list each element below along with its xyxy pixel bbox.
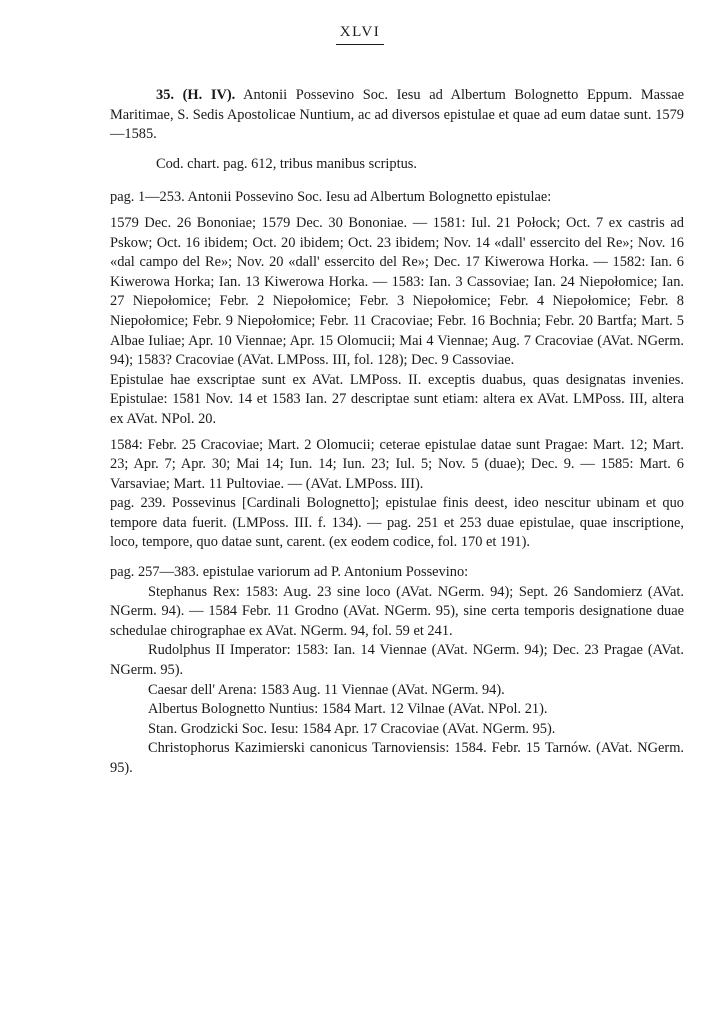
- document-body: [110, 86, 684, 779]
- page-number: XLVI: [336, 24, 384, 45]
- correspondent-grodzicki: Stan. Grodzicki Soc. Iesu: 1584 Apr. 17 Cracoviae (AVat. NGerm. 95).: [148, 720, 556, 737]
- correspondent-stephanus: Stephanus Rex: 1583: Aug. 23 sine loco (AVat. NGerm. 94); Sept. 26 Sandomierz (AVat. NGerm. 94). — 1584 Febr. 11 Grodno (AVat. NGerm. 95), sine certa temporis designatione duae schedulae chirographae ex AVat. NGerm. 94, fol. 59 et 241.: [110, 583, 684, 639]
- section-pag-257-383: pag. 257—383. epistulae variorum ad P. Antonium Possevino:: [110, 564, 469, 581]
- page-header: [0, 24, 720, 45]
- section-pag-239: pag. 239. Possevinus [Cardinali Bolognetto]; epistulae finis deest, ideo nescitur ubinam et quo tempore data fuerit. (LMPoss. III. f. 134). — pag. 251 et 253 duae epistulae, quae inscriptione, loco, tempore, quo datae sunt, carent. (ex eodem codice, fol. 170 et 191).: [110, 495, 684, 551]
- section-pag-1-253: pag. 1—253. Antonii Possevino Soc. Iesu ad Albertum Bolognetto epistulae:: [110, 189, 552, 206]
- section-dates-1579-1583: 1579 Dec. 26 Bononiae; 1579 Dec. 30 Bononiae. — 1581: Iul. 21 Połock; Oct. 7 ex castris ad Pskow; Oct. 16 ibidem; Oct. 20 ibidem; Oct. 23 ibidem; Nov. 14 «dall' essercito del Re»; Nov. 16 «dal campo del Re»; Nov. 20 «dall' essercito del Re»; Dec. 17 Kiwerowa Horka. — 1582: Ian. 6 Kiwerowa Horka; Ian. 13 Kiwerowa Horka. — 1583: Ian. 3 Cassoviae; Ian. 24 Niepołomice; Ian. 27 Niepołomice; Febr. 2 Niepołomice; Febr. 3 Niepołomice; Febr. 4 Niepołomice; Febr. 8 Niepołomice; Febr. 9 Niepołomice; Febr. 11 Cracoviae; Febr. 16 Bochnia; Febr. 20 Bartfa; Mart. 5 Albae Iuliae; Apr. 10 Viennae; Apr. 15 Olomucii; Mai 4 Viennae; Aug. 7 Cracoviae (AVat. NGerm. 94); 1583? Cracoviae (AVat. LMPoss. III, fol. 128); Dec. 9 Cassoviae.: [110, 214, 684, 369]
- correspondent-kazimierski: Christophorus Kazimierski canonicus Tarnoviensis: 1584. Febr. 15 Tarnów. (AVat. NGerm. 95).: [110, 740, 684, 776]
- correspondent-rudolphus: Rudolphus II Imperator: 1583: Ian. 14 Viennae (AVat. NGerm. 94); Dec. 23 Pragae (AVat. NGerm. 95).: [110, 642, 684, 679]
- entry-title: [110, 86, 684, 145]
- section-dates-1584-1585: 1584: Febr. 25 Cracoviae; Mart. 2 Olomucii; ceterae epistulae datae sunt Pragae: Mart. 12; Mart. 23; Apr. 7; Apr. 30; Mai 14; Iun. 14; Iun. 23; Iul. 5; Nov. 5 (duae); Dec. 9. — 1585: Mart. 6 Varsaviae; Mart. 11 Pultoviae. — (AVat. LMPoss. III).: [110, 436, 684, 492]
- codex-description: Cod. chart. pag. 612, tribus manibus scriptus.: [156, 155, 417, 172]
- section-note-exscriptae: Epistulae hae exscriptae sunt ex AVat. LMPoss. II. exceptis duabus, quas designatas invenies. Epistulae: 1581 Nov. 14 et 1583 Ian. 27 descriptae sunt etiam: altera ex AVat. LMPoss. III, altera ex AVat. NPol. 20.: [110, 371, 684, 427]
- entry-number: 35. (H. IV).: [156, 87, 236, 103]
- correspondent-albertus: Albertus Bolognetto Nuntius: 1584 Mart. 12 Vilnae (AVat. NPol. 21).: [148, 701, 548, 718]
- entry-title-text: Antonii Possevino Soc. Iesu ad Albertum Bolognetto Eppum. Massae Maritimae, S. Sedis Apostolicae Nuntium, ac ad diversos epistulae et quae ad eum datae sunt. 1579—1585.: [110, 87, 684, 143]
- correspondent-caesar: Caesar dell' Arena: 1583 Aug. 11 Viennae (AVat. NGerm. 94).: [148, 681, 505, 698]
